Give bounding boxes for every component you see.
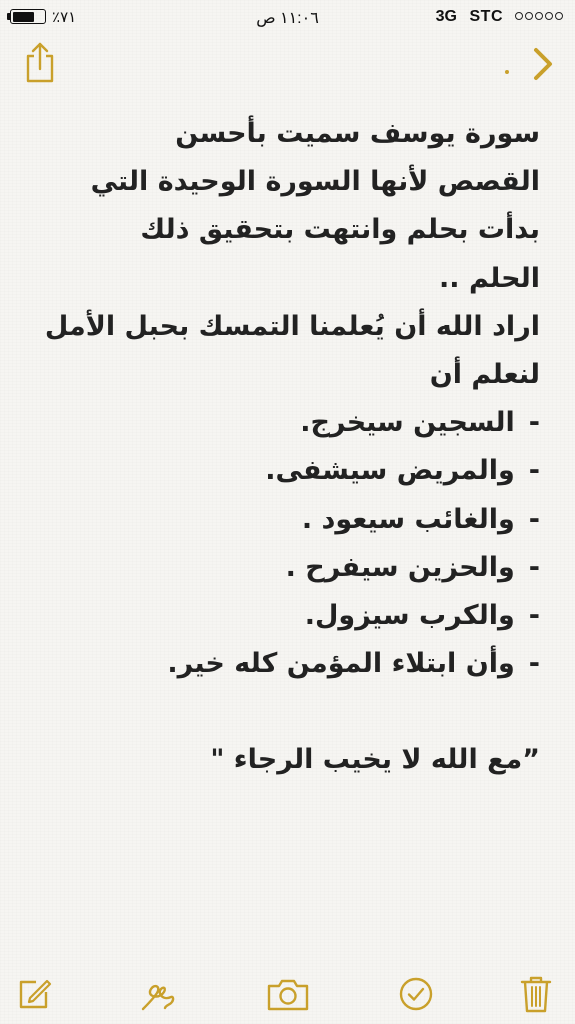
note-line: القصص لأنها السورة الوحيدة التي: [90, 166, 540, 198]
bullet-text: السجين سيخرج.: [300, 407, 515, 439]
compose-icon: [16, 976, 52, 1012]
bullet-text: والغائب سيعود .: [301, 503, 515, 535]
share-button[interactable]: [18, 40, 62, 84]
network-type: 3G: [435, 8, 457, 25]
camera-button[interactable]: [266, 972, 310, 1016]
bottom-toolbar: [0, 964, 575, 1024]
back-button[interactable]: [521, 42, 565, 86]
camera-icon: [266, 976, 310, 1012]
share-icon: [23, 41, 57, 83]
note-line: الحلم ..: [439, 262, 540, 294]
signal-dot: [545, 12, 553, 20]
bullet-marker: -: [528, 551, 540, 583]
note-line: اراد الله أن يُعلمنا التمسك بحبل الأمل: [44, 310, 540, 342]
battery-percent: ٪٧١: [52, 9, 77, 26]
bullet-text: وأن ابتلاء المؤمن كله خير.: [167, 648, 515, 680]
note-bullet-item: [28, 592, 540, 640]
bullet-marker: -: [528, 648, 540, 680]
compose-button[interactable]: [12, 972, 56, 1016]
chevron-right-icon: [531, 46, 555, 82]
signal-dot: [555, 12, 563, 20]
note-line: لنعلم أن: [429, 358, 540, 390]
signal-dot: [535, 12, 543, 20]
trash-icon: [520, 975, 552, 1013]
delete-button[interactable]: [514, 972, 558, 1016]
bullet-marker: -: [528, 599, 540, 631]
sketch-button[interactable]: [136, 972, 180, 1016]
note-closing-line: ”مع الله لا يخيب الرجاء ": [210, 744, 540, 776]
status-bar: [0, 0, 575, 36]
bullet-text: والحزين سيفرح .: [285, 551, 515, 583]
note-body[interactable]: [28, 110, 540, 785]
signal-dot: [515, 12, 523, 20]
signal-strength-icon: [515, 12, 563, 20]
note-blank-line: [28, 688, 540, 736]
note-bullet-item: [28, 544, 540, 592]
bullet-text: والمريض سيشفى.: [265, 455, 515, 487]
bullet-marker: -: [528, 503, 540, 535]
bullet-text: والكرب سيزول.: [304, 599, 515, 631]
sketch-icon: [139, 975, 177, 1013]
signal-dot: [525, 12, 533, 20]
checklist-icon: [398, 976, 434, 1012]
note-bullet-item: [28, 447, 540, 495]
note-bullet-item: [28, 496, 540, 544]
page-indicator-dot: [505, 70, 509, 74]
bullet-marker: -: [528, 407, 540, 439]
checklist-button[interactable]: [394, 972, 438, 1016]
note-bullet-item: [28, 399, 540, 447]
note-line: سورة يوسف سميت بأحسن: [175, 118, 540, 149]
note-line: بدأت بحلم وانتهت بتحقيق ذلك: [140, 214, 540, 246]
note-bullet-item: [28, 640, 540, 688]
carrier-name: STC: [469, 8, 503, 25]
bullet-marker: -: [528, 455, 540, 487]
status-time: ١١:٠٦ ص: [256, 10, 319, 27]
